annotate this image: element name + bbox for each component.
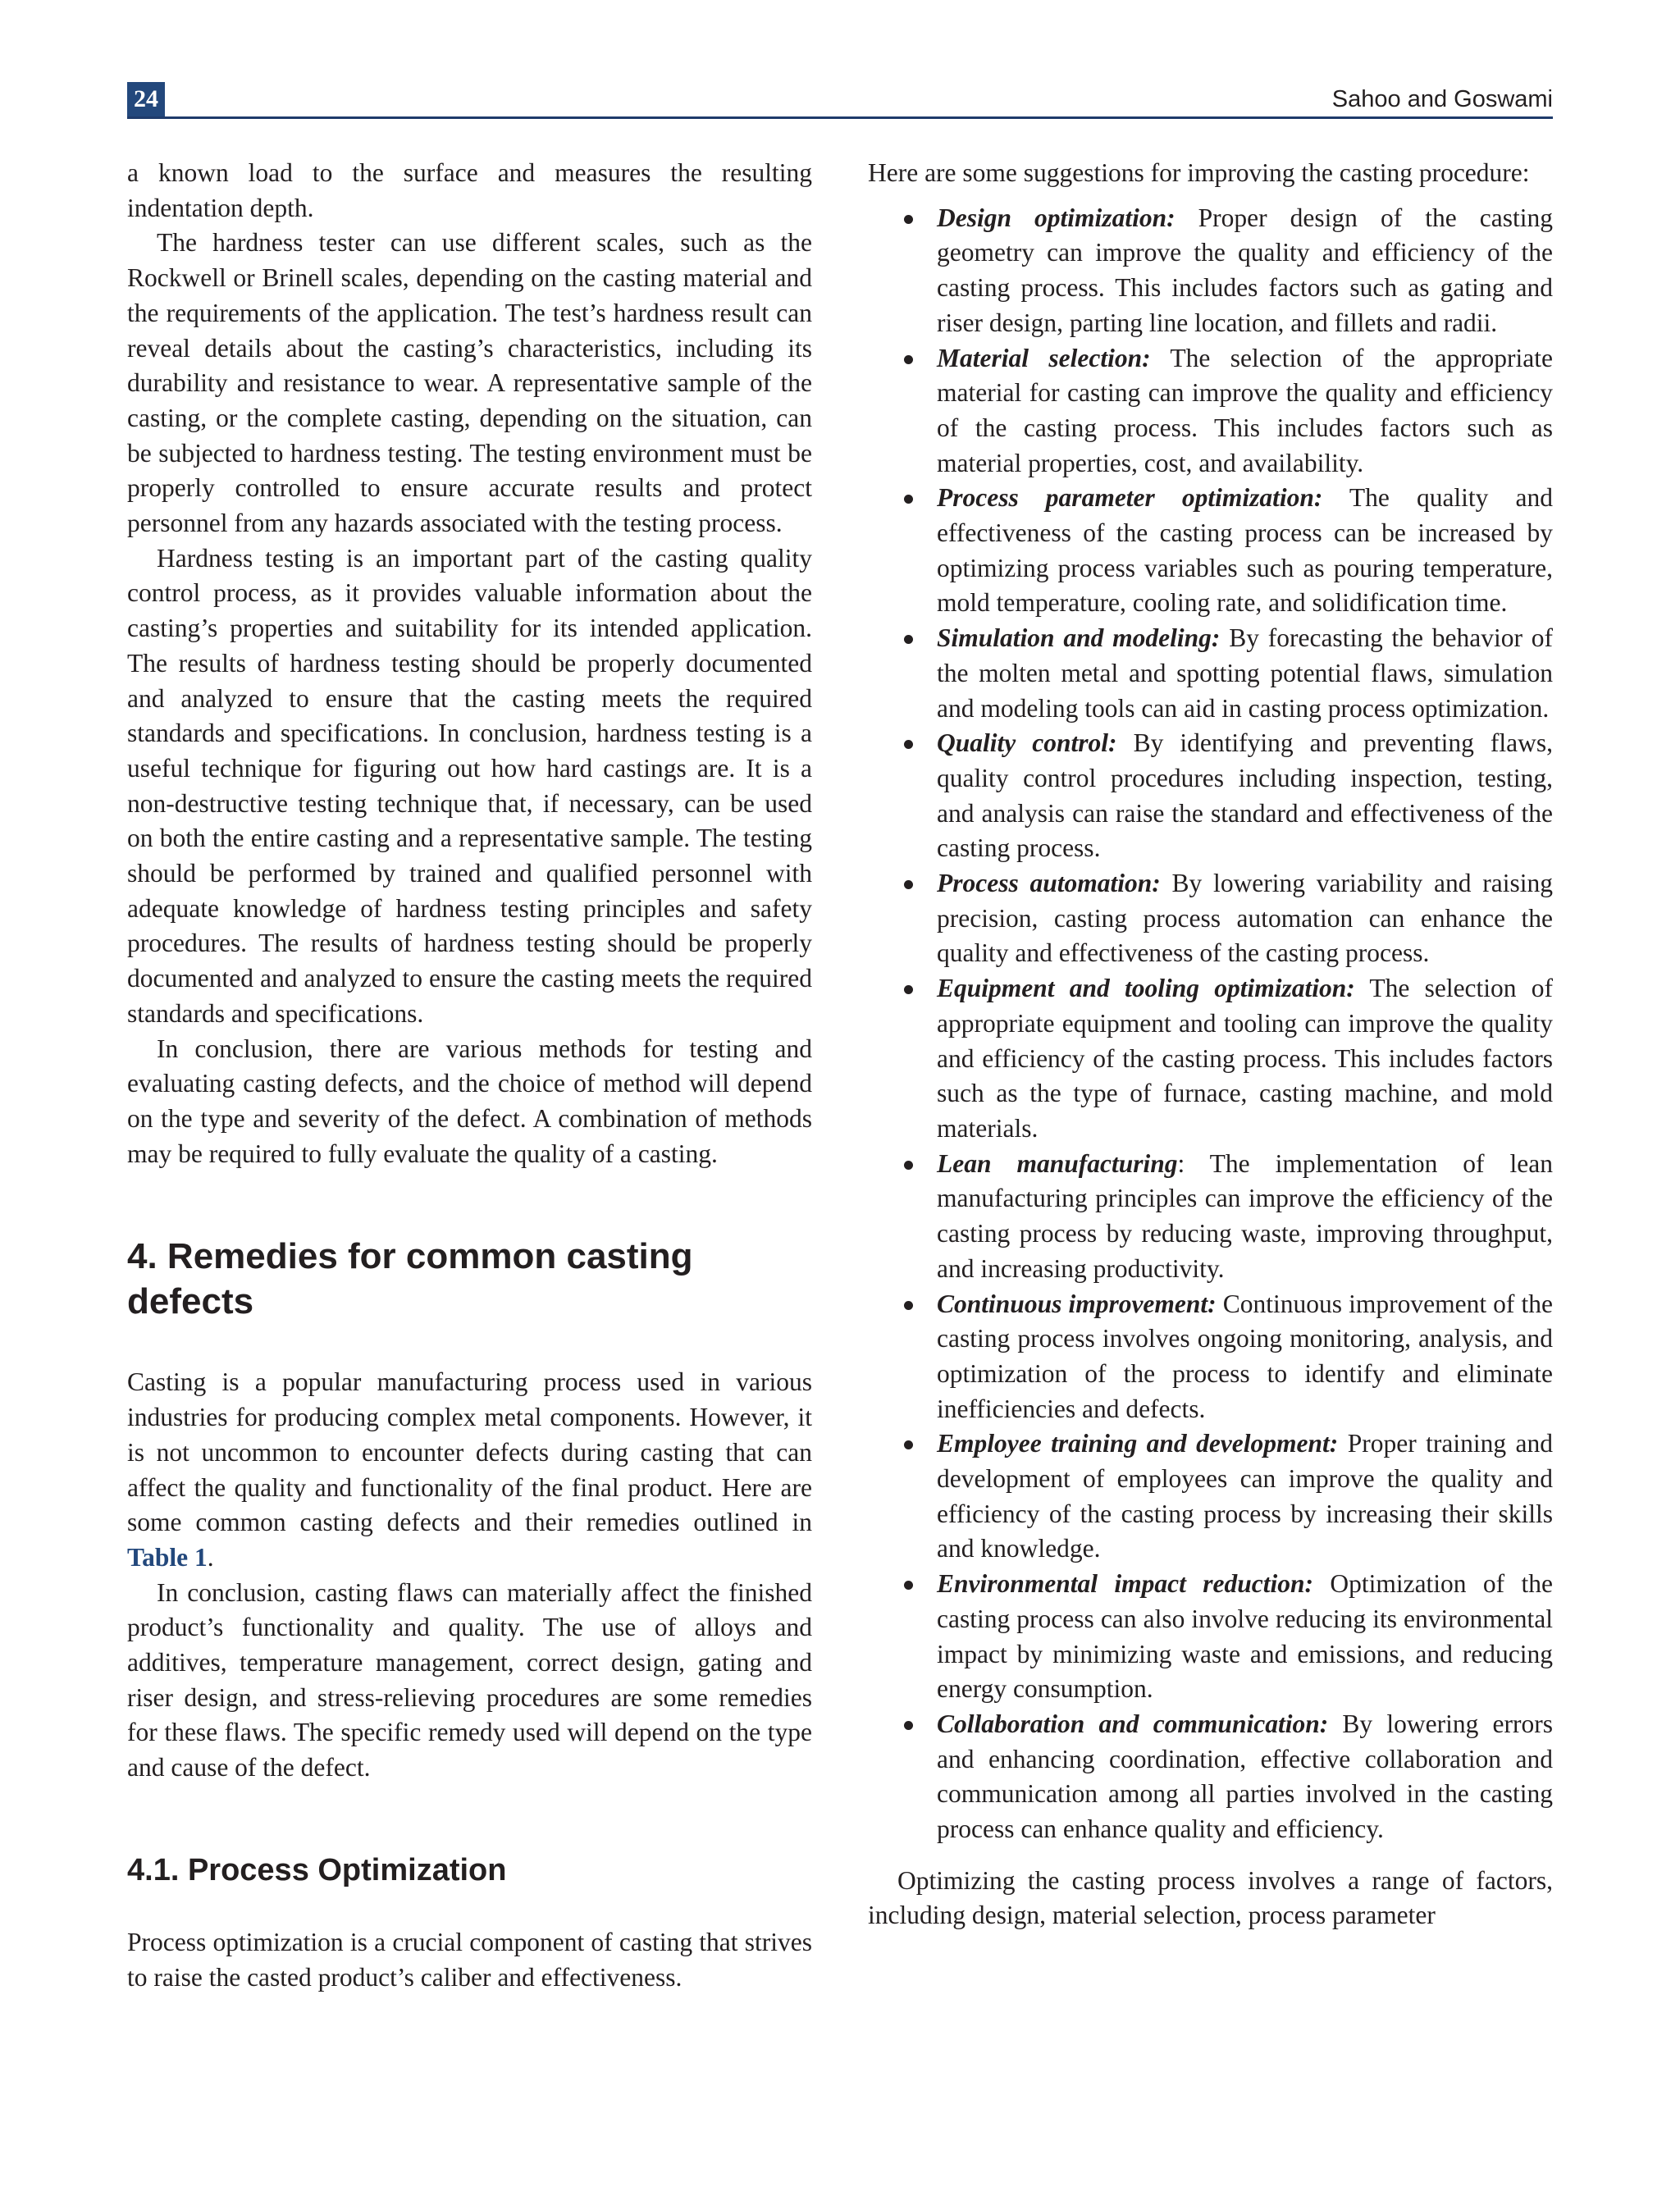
- bullet-icon: [904, 985, 913, 994]
- list-item: [937, 971, 1553, 1147]
- item-term: Collaboration and communication:: [937, 1709, 1329, 1738]
- bullet-icon: [904, 495, 913, 504]
- item-term: Environmental impact reduction:: [937, 1569, 1313, 1599]
- paragraph: a known load to the surface and measures the resulting indentation depth.: [127, 158, 812, 222]
- bullet-icon: [904, 1161, 913, 1170]
- list-item: [937, 866, 1553, 971]
- running-head: Sahoo and Goswami: [1331, 86, 1553, 112]
- bullet-icon: [904, 1721, 913, 1730]
- item-text: Optimization of the casting process can also involve reducing its environmental impact by minimizing waste and emissions, and reducing energy consumption.: [937, 1569, 1553, 1704]
- paragraph: Here are some suggestions for improving the casting procedure:: [868, 158, 1530, 187]
- item-term: Continuous improvement:: [937, 1289, 1217, 1318]
- paragraph: Hardness testing is an important part of the casting quality control process, as it provides valuable information about the casting’s properties and suitability for its intended application. The results of hardness testing should be properly documented and analyzed to ensure that the casting meets the required standards and specifications. In conclusion, hardness testing is a useful technique for figuring out how hard castings are. It is a non-destructive testing technique that, if necessary, can be used on both the entire casting and a representative sample. The testing should be performed by trained and qualified personnel with adequate knowledge of hardness testing principles and safety procedures. The results of hardness testing should be properly documented and analyzed to ensure the casting meets the required standards and specifications.: [127, 543, 812, 1028]
- item-text: The selection of the appropriate material for casting can improve the quality and efficiency of the casting process. This includes factors such as material properties, cost, and availability.: [937, 343, 1553, 477]
- bullet-icon: [904, 635, 913, 644]
- item-term: Process parameter optimization:: [937, 483, 1323, 513]
- list-item: [937, 1567, 1553, 1707]
- item-term: Equipment and tooling optimization:: [937, 974, 1355, 1003]
- bullet-icon: [904, 355, 913, 364]
- bullet-icon: [904, 1301, 913, 1310]
- item-text: The selection of appropriate equipment and tooling can improve the quality and efficiency of the casting process. This includes factors such as the type of furnace, casting machine, and mold materials.: [937, 974, 1553, 1143]
- subsection-heading: 4.1. Process Optimization: [127, 1852, 507, 1887]
- list-item: [937, 201, 1553, 341]
- paragraph: In conclusion, there are various methods for testing and evaluating casting defects, and the choice of method will depend on the type and severity of the defect. A combination of methods may be required to fully evaluate the quality of a casting.: [127, 1034, 812, 1168]
- list-item: [937, 1147, 1553, 1287]
- item-term: Material selection:: [937, 343, 1151, 372]
- paragraph: Process optimization is a crucial component of casting that strives to raise the casted product’s caliber and effectiveness.: [127, 1927, 812, 1992]
- item-text: By lowering errors and enhancing coordination, effective collaboration and communication among all parties involved in the casting process can enhance quality and efficiency.: [937, 1709, 1553, 1844]
- list-item: [937, 1426, 1553, 1567]
- item-text: By forecasting the behavior of the molten metal and spotting potential flaws, simulation and modeling tools can aid in casting process optimization.: [937, 623, 1553, 723]
- bullet-icon: [904, 880, 913, 889]
- paragraph-text: .: [207, 1542, 214, 1572]
- section-heading: 4. Remedies for common casting defects: [127, 1236, 693, 1322]
- item-term: Quality control:: [937, 728, 1117, 758]
- suggestion-list: [868, 201, 1553, 1847]
- item-term: Simulation and modeling:: [937, 623, 1221, 653]
- table-reference-link[interactable]: Table 1: [127, 1542, 208, 1572]
- page-header: [127, 82, 1553, 119]
- paragraph: In conclusion, casting flaws can materially affect the finished product’s functionality and quality. The use of alloys and additives, temperature management, correct design, gating and riser design, and stress-relieving procedures are some remedies for these flaws. The specific remedy used will depend on the type and cause of the defect.: [127, 1577, 812, 1782]
- paragraph: [127, 1365, 812, 1575]
- item-text: Continuous improvement of the casting process involves ongoing monitoring, analysis, and optimization of the process to identify and eliminate inefficiencies and defects.: [937, 1289, 1553, 1423]
- paragraph-text: Casting is a popular manufacturing process used in various industries for producing complex metal components. However, it is not uncommon to encounter defects during casting that can affect the quality and functionality of the final product. Here are some common casting defects and their remedies outlined in: [127, 1367, 812, 1537]
- list-item: [937, 481, 1553, 621]
- item-term: Employee training and development:: [937, 1429, 1339, 1458]
- bullet-icon: [904, 215, 913, 224]
- page-number: 24: [127, 82, 165, 116]
- item-text: Proper training and development of employees can improve the quality and efficiency of the casting process by increasing their skills and knowledge.: [937, 1429, 1553, 1563]
- item-term: Process automation:: [937, 869, 1161, 898]
- bullet-icon: [904, 1440, 913, 1449]
- paragraph: The hardness tester can use different scales, such as the Rockwell or Brinell scales, depending on the casting material and the requirements of the application. The test’s hardness result can reveal details about the casting’s characteristics, including its durability and resistance to wear. A representative sample of the casting, or the complete casting, depending on the situation, can be subjected to hardness testing. The testing environment must be properly controlled to ensure accurate results and protect personnel from any hazards associated with the testing process.: [127, 228, 812, 538]
- list-item: [937, 621, 1553, 726]
- item-text: By identifying and preventing flaws, quality control procedures including inspection, testing, and analysis can raise the standard and effectiveness of the casting process.: [937, 728, 1553, 863]
- bullet-icon: [904, 1581, 913, 1590]
- item-term: Design optimization:: [937, 203, 1176, 232]
- right-column: [868, 156, 1553, 1933]
- list-item: [937, 1287, 1553, 1427]
- list-item: [937, 341, 1553, 482]
- item-text: : The implementation of lean manufacturing principles can improve the efficiency of the casting process by reducing waste, improving throughput, and increasing productivity.: [937, 1148, 1553, 1283]
- item-text: By lowering variability and raising precision, casting process automation can enhance the quality and effectiveness of the casting process.: [937, 869, 1553, 968]
- list-item: [937, 726, 1553, 866]
- item-text: Proper design of the casting geometry can improve the quality and efficiency of the casting process. This includes factors such as gating and riser design, parting line location, and fillets and radii.: [937, 203, 1553, 337]
- item-term: Lean manufacturing: [937, 1148, 1178, 1178]
- left-column: [127, 156, 812, 1995]
- paragraph: Optimizing the casting process involves a range of factors, including design, material selection, process parameter: [868, 1865, 1553, 1930]
- item-text: The quality and effectiveness of the casting process can be increased by optimizing process variables such as pouring temperature, mold temperature, cooling rate, and solidification time.: [937, 483, 1553, 618]
- bullet-icon: [904, 740, 913, 749]
- list-item: [937, 1707, 1553, 1847]
